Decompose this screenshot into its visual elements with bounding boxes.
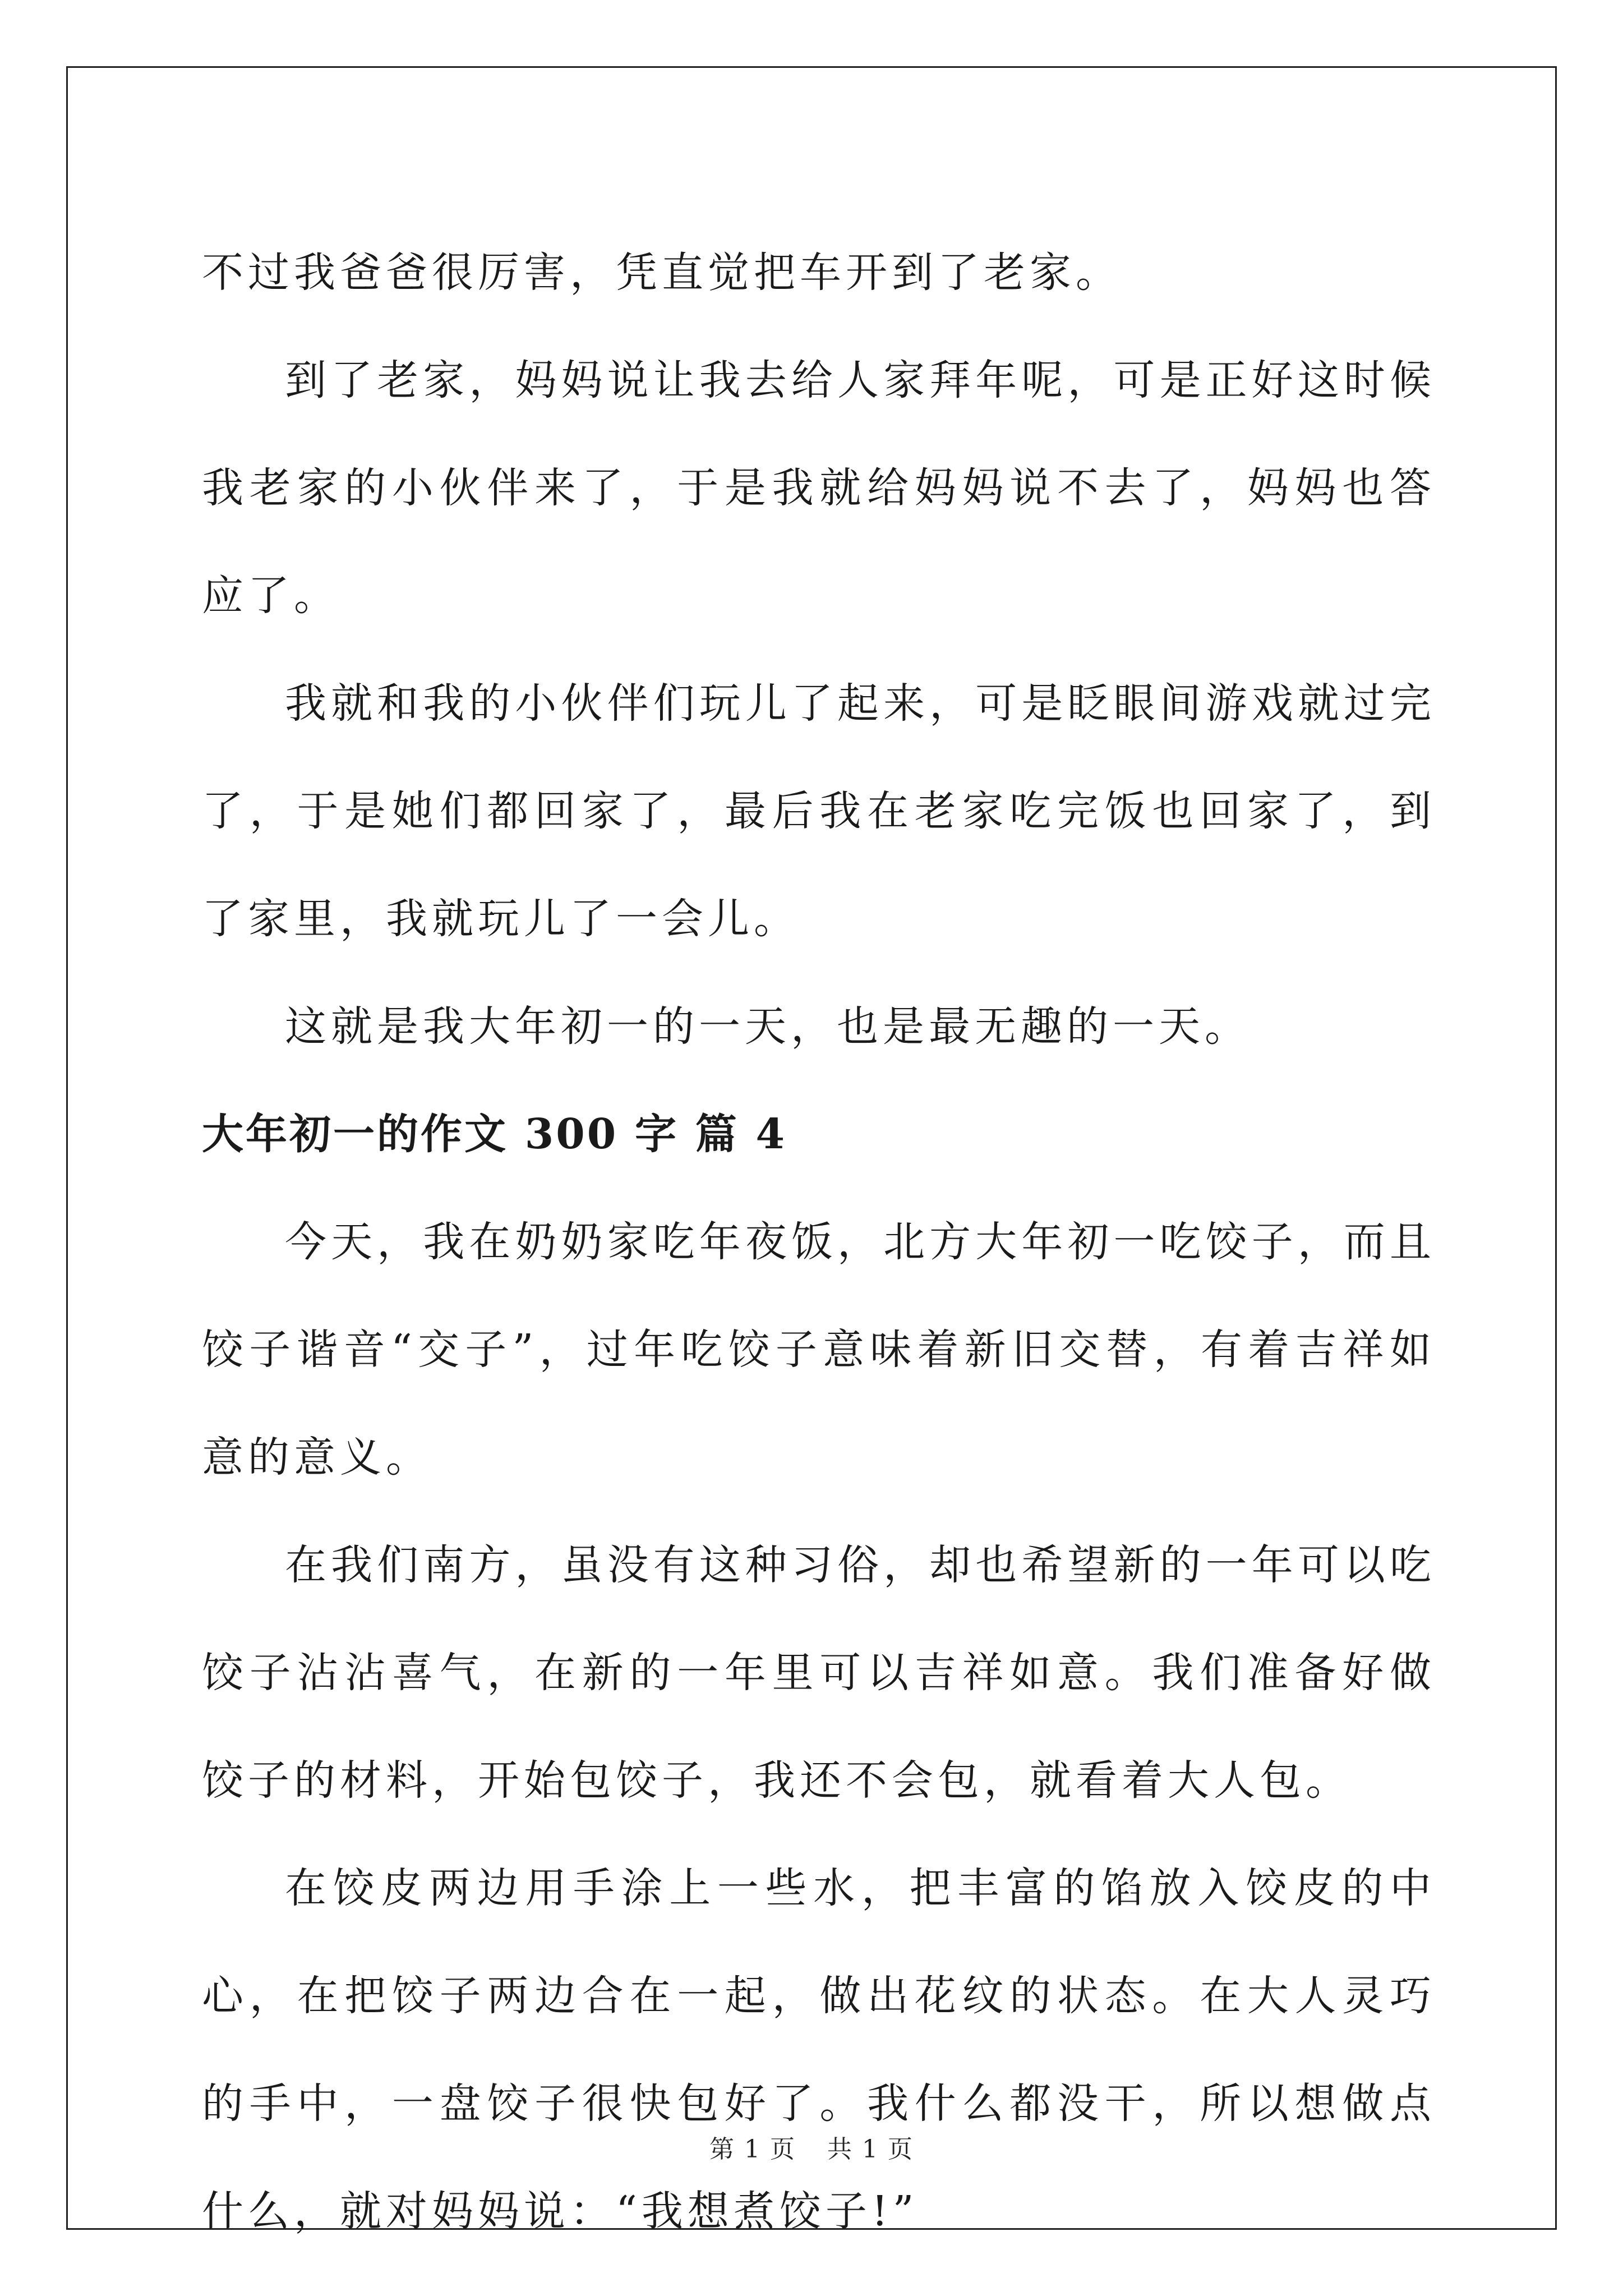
page-number: 第 1 页: [709, 2135, 796, 2164]
page-footer: [0, 2129, 1623, 2165]
paragraph-2: 到了老家，妈妈说让我去给人家拜年呢，可是正好这时候我老家的小伙伴来了，于是我就给妈妈说不去了，妈妈也答应了。: [202, 356, 1436, 620]
section-paragraph-3: 在饺皮两边用手涂上一些水，把丰富的馅放入饺皮的中心，在把饺子两边合在一起，做出花纹的状态。在大人灵巧的手中，一盘饺子很快包好了。我什么都没干，所以想做点什么，就对妈妈说：“我想煮饺子!”: [202, 1864, 1436, 2235]
paragraph-4: 这就是我大年初一的一天，也是最无趣的一天。: [285, 1002, 1251, 1051]
section-paragraph-1: 今天，我在奶奶家吃年夜饭，北方大年初一吃饺子，而且饺子谐音“交子”，过年吃饺子意味着新旧交替，有着吉祥如意的意义。: [202, 1218, 1436, 1481]
section-heading: 大年初一的作文 300 字 篇 4: [202, 1110, 787, 1158]
document-body: [202, 219, 1436, 2265]
paragraph-3: 我就和我的小伙伴们玩儿了起来，可是眨眼间游戏就过完了，于是她们都回家了，最后我在老家吃完饭也回家了，到了家里，我就玩儿了一会儿。: [202, 679, 1436, 943]
paragraph-1: 不过我爸爸很厉害，凭直觉把车开到了老家。: [202, 249, 1122, 297]
page-total: 共 1 页: [827, 2135, 914, 2164]
section-paragraph-2: 在我们南方，虽没有这种习俗，却也希望新的一年可以吃饺子沾沾喜气，在新的一年里可以吉祥如意。我们准备好做饺子的材料，开始包饺子，我还不会包，就看着大人包。: [202, 1541, 1436, 1805]
